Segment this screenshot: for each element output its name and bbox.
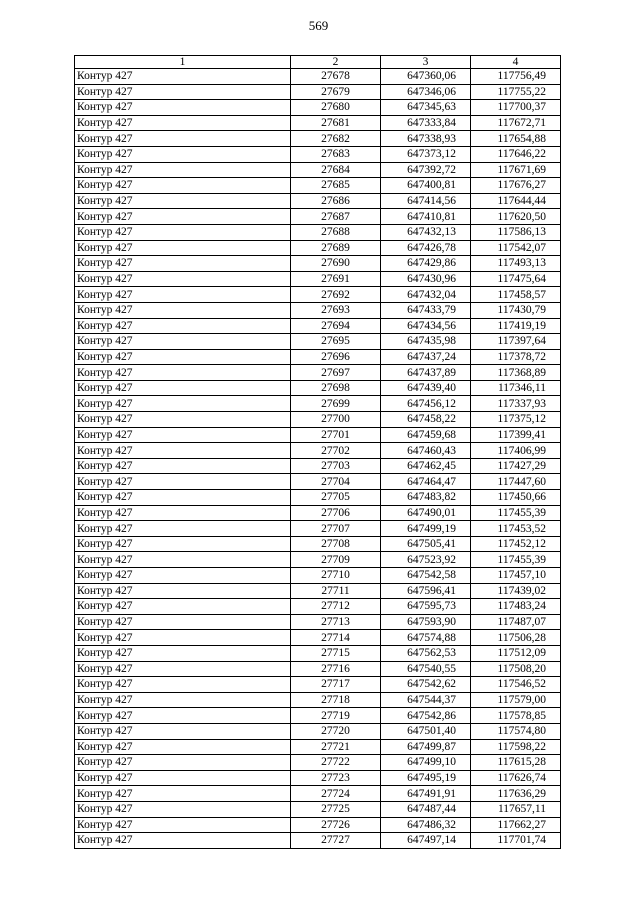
y-coordinate-cell: 117636,29 [471,786,561,802]
point-number-cell: 27696 [291,349,381,365]
x-coordinate-cell: 647523,92 [381,552,471,568]
contour-name-cell: Контур 427 [75,224,291,240]
x-coordinate-cell: 647432,04 [381,287,471,303]
x-coordinate-cell: 647499,19 [381,521,471,537]
table-row [75,677,561,693]
y-coordinate-cell: 117512,09 [471,645,561,661]
x-coordinate-cell: 647464,47 [381,474,471,490]
table-row [75,505,561,521]
point-number-cell: 27692 [291,287,381,303]
point-number-cell: 27684 [291,162,381,178]
coordinates-table [74,55,561,849]
contour-name-cell: Контур 427 [75,380,291,396]
table-row [75,162,561,178]
y-coordinate-cell: 117447,60 [471,474,561,490]
y-coordinate-cell: 117644,44 [471,193,561,209]
contour-name-cell: Контур 427 [75,490,291,506]
contour-name-cell: Контур 427 [75,302,291,318]
table-row [75,801,561,817]
point-number-cell: 27726 [291,817,381,833]
contour-name-cell: Контур 427 [75,271,291,287]
contour-name-cell: Контур 427 [75,739,291,755]
table-row [75,412,561,428]
contour-name-cell: Контур 427 [75,552,291,568]
point-number-cell: 27722 [291,755,381,771]
x-coordinate-cell: 647542,86 [381,708,471,724]
table-row [75,817,561,833]
x-coordinate-cell: 647495,19 [381,770,471,786]
x-coordinate-cell: 647346,06 [381,84,471,100]
y-coordinate-cell: 117701,74 [471,833,561,849]
y-coordinate-cell: 117475,64 [471,271,561,287]
table-row [75,599,561,615]
point-number-cell: 27681 [291,115,381,131]
x-coordinate-cell: 647497,14 [381,833,471,849]
point-number-cell: 27705 [291,490,381,506]
y-coordinate-cell: 117700,37 [471,100,561,116]
contour-name-cell: Контур 427 [75,334,291,350]
y-coordinate-cell: 117397,64 [471,334,561,350]
contour-name-cell: Контур 427 [75,365,291,381]
header-row [75,56,561,69]
contour-name-cell: Контур 427 [75,162,291,178]
x-coordinate-cell: 647542,58 [381,568,471,584]
table-row [75,661,561,677]
point-number-cell: 27689 [291,240,381,256]
y-coordinate-cell: 117662,27 [471,817,561,833]
table-row [75,723,561,739]
x-coordinate-cell: 647483,82 [381,490,471,506]
table-row [75,287,561,303]
y-coordinate-cell: 117578,85 [471,708,561,724]
contour-name-cell: Контур 427 [75,396,291,412]
x-coordinate-cell: 647486,32 [381,817,471,833]
contour-name-cell: Контур 427 [75,146,291,162]
point-number-cell: 27718 [291,692,381,708]
contour-name-cell: Контур 427 [75,131,291,147]
contour-name-cell: Контур 427 [75,568,291,584]
table-row [75,443,561,459]
x-coordinate-cell: 647593,90 [381,614,471,630]
column-header-1: 1 [75,56,291,69]
table-row [75,458,561,474]
y-coordinate-cell: 117676,27 [471,178,561,194]
table-row [75,334,561,350]
point-number-cell: 27725 [291,801,381,817]
contour-name-cell: Контур 427 [75,115,291,131]
y-coordinate-cell: 117506,28 [471,630,561,646]
table-row [75,69,561,85]
table-row [75,302,561,318]
y-coordinate-cell: 117615,28 [471,755,561,771]
point-number-cell: 27709 [291,552,381,568]
point-number-cell: 27715 [291,645,381,661]
x-coordinate-cell: 647439,40 [381,380,471,396]
contour-name-cell: Контур 427 [75,599,291,615]
y-coordinate-cell: 117337,93 [471,396,561,412]
y-coordinate-cell: 117455,39 [471,552,561,568]
x-coordinate-cell: 647574,88 [381,630,471,646]
point-number-cell: 27727 [291,833,381,849]
point-number-cell: 27702 [291,443,381,459]
y-coordinate-cell: 117375,12 [471,412,561,428]
table-row [75,224,561,240]
point-number-cell: 27707 [291,521,381,537]
point-number-cell: 27698 [291,380,381,396]
x-coordinate-cell: 647490,01 [381,505,471,521]
table-row [75,490,561,506]
table-row [75,739,561,755]
table-row [75,100,561,116]
point-number-cell: 27712 [291,599,381,615]
contour-name-cell: Контур 427 [75,193,291,209]
table-row [75,115,561,131]
x-coordinate-cell: 647596,41 [381,583,471,599]
y-coordinate-cell: 117493,13 [471,256,561,272]
table-row [75,552,561,568]
contour-name-cell: Контур 427 [75,614,291,630]
contour-name-cell: Контур 427 [75,630,291,646]
point-number-cell: 27691 [291,271,381,287]
contour-name-cell: Контур 427 [75,84,291,100]
table-row [75,630,561,646]
contour-name-cell: Контур 427 [75,458,291,474]
table-body [75,69,561,849]
table-row [75,396,561,412]
point-number-cell: 27680 [291,100,381,116]
contour-name-cell: Контур 427 [75,474,291,490]
point-number-cell: 27678 [291,69,381,85]
x-coordinate-cell: 647432,13 [381,224,471,240]
y-coordinate-cell: 117483,24 [471,599,561,615]
contour-name-cell: Контур 427 [75,677,291,693]
point-number-cell: 27719 [291,708,381,724]
contour-name-cell: Контур 427 [75,536,291,552]
contour-name-cell: Контур 427 [75,817,291,833]
table-row [75,427,561,443]
x-coordinate-cell: 647433,79 [381,302,471,318]
y-coordinate-cell: 117508,20 [471,661,561,677]
contour-name-cell: Контур 427 [75,801,291,817]
y-coordinate-cell: 117672,71 [471,115,561,131]
point-number-cell: 27711 [291,583,381,599]
contour-name-cell: Контур 427 [75,786,291,802]
x-coordinate-cell: 647505,41 [381,536,471,552]
x-coordinate-cell: 647501,40 [381,723,471,739]
y-coordinate-cell: 117598,22 [471,739,561,755]
y-coordinate-cell: 117457,10 [471,568,561,584]
point-number-cell: 27720 [291,723,381,739]
contour-name-cell: Контур 427 [75,770,291,786]
table-row [75,568,561,584]
y-coordinate-cell: 117646,22 [471,146,561,162]
x-coordinate-cell: 647458,22 [381,412,471,428]
x-coordinate-cell: 647459,68 [381,427,471,443]
y-coordinate-cell: 117620,50 [471,209,561,225]
y-coordinate-cell: 117542,07 [471,240,561,256]
table-row [75,536,561,552]
point-number-cell: 27708 [291,536,381,552]
table-row [75,583,561,599]
y-coordinate-cell: 117455,39 [471,505,561,521]
point-number-cell: 27716 [291,661,381,677]
table-row [75,833,561,849]
x-coordinate-cell: 647430,96 [381,271,471,287]
x-coordinate-cell: 647414,56 [381,193,471,209]
point-number-cell: 27685 [291,178,381,194]
y-coordinate-cell: 117399,41 [471,427,561,443]
point-number-cell: 27700 [291,412,381,428]
x-coordinate-cell: 647437,24 [381,349,471,365]
table-row [75,240,561,256]
table-row [75,318,561,334]
contour-name-cell: Контур 427 [75,209,291,225]
table-row [75,474,561,490]
table-row [75,692,561,708]
x-coordinate-cell: 647392,72 [381,162,471,178]
table-row [75,755,561,771]
x-coordinate-cell: 647429,86 [381,256,471,272]
y-coordinate-cell: 117671,69 [471,162,561,178]
contour-name-cell: Контур 427 [75,645,291,661]
y-coordinate-cell: 117368,89 [471,365,561,381]
table-row [75,614,561,630]
table-row [75,708,561,724]
contour-name-cell: Контур 427 [75,412,291,428]
contour-name-cell: Контур 427 [75,349,291,365]
y-coordinate-cell: 117487,07 [471,614,561,630]
x-coordinate-cell: 647462,45 [381,458,471,474]
contour-name-cell: Контур 427 [75,755,291,771]
contour-name-cell: Контур 427 [75,723,291,739]
contour-name-cell: Контур 427 [75,692,291,708]
point-number-cell: 27710 [291,568,381,584]
x-coordinate-cell: 647542,62 [381,677,471,693]
y-coordinate-cell: 117406,99 [471,443,561,459]
y-coordinate-cell: 117626,74 [471,770,561,786]
y-coordinate-cell: 117453,52 [471,521,561,537]
y-coordinate-cell: 117378,72 [471,349,561,365]
x-coordinate-cell: 647400,81 [381,178,471,194]
point-number-cell: 27695 [291,334,381,350]
column-header-4: 4 [471,56,561,69]
table-row [75,271,561,287]
y-coordinate-cell: 117439,02 [471,583,561,599]
contour-name-cell: Контур 427 [75,833,291,849]
x-coordinate-cell: 647540,55 [381,661,471,677]
x-coordinate-cell: 647333,84 [381,115,471,131]
point-number-cell: 27688 [291,224,381,240]
y-coordinate-cell: 117657,11 [471,801,561,817]
x-coordinate-cell: 647426,78 [381,240,471,256]
contour-name-cell: Контур 427 [75,661,291,677]
contour-name-cell: Контур 427 [75,318,291,334]
contour-name-cell: Контур 427 [75,287,291,303]
point-number-cell: 27690 [291,256,381,272]
contour-name-cell: Контур 427 [75,240,291,256]
point-number-cell: 27706 [291,505,381,521]
point-number-cell: 27693 [291,302,381,318]
y-coordinate-cell: 117450,66 [471,490,561,506]
table-row [75,193,561,209]
table-row [75,131,561,147]
y-coordinate-cell: 117654,88 [471,131,561,147]
point-number-cell: 27686 [291,193,381,209]
table-row [75,178,561,194]
x-coordinate-cell: 647437,89 [381,365,471,381]
point-number-cell: 27697 [291,365,381,381]
contour-name-cell: Контур 427 [75,427,291,443]
y-coordinate-cell: 117430,79 [471,302,561,318]
y-coordinate-cell: 117586,13 [471,224,561,240]
x-coordinate-cell: 647338,93 [381,131,471,147]
point-number-cell: 27704 [291,474,381,490]
y-coordinate-cell: 117574,80 [471,723,561,739]
table-row [75,770,561,786]
column-header-2: 2 [291,56,381,69]
point-number-cell: 27682 [291,131,381,147]
x-coordinate-cell: 647595,73 [381,599,471,615]
contour-name-cell: Контур 427 [75,443,291,459]
column-header-3: 3 [381,56,471,69]
point-number-cell: 27714 [291,630,381,646]
x-coordinate-cell: 647373,12 [381,146,471,162]
y-coordinate-cell: 117755,22 [471,84,561,100]
point-number-cell: 27721 [291,739,381,755]
y-coordinate-cell: 117579,00 [471,692,561,708]
point-number-cell: 27713 [291,614,381,630]
x-coordinate-cell: 647345,63 [381,100,471,116]
page-number: 569 [308,18,329,33]
table-row [75,786,561,802]
table-row [75,146,561,162]
table-row [75,256,561,272]
x-coordinate-cell: 647491,91 [381,786,471,802]
y-coordinate-cell: 117427,29 [471,458,561,474]
table-row [75,521,561,537]
y-coordinate-cell: 117346,11 [471,380,561,396]
point-number-cell: 27717 [291,677,381,693]
contour-name-cell: Контур 427 [75,256,291,272]
table-row [75,349,561,365]
x-coordinate-cell: 647456,12 [381,396,471,412]
point-number-cell: 27723 [291,770,381,786]
x-coordinate-cell: 647499,10 [381,755,471,771]
x-coordinate-cell: 647460,43 [381,443,471,459]
y-coordinate-cell: 117452,12 [471,536,561,552]
point-number-cell: 27699 [291,396,381,412]
point-number-cell: 27683 [291,146,381,162]
y-coordinate-cell: 117546,52 [471,677,561,693]
x-coordinate-cell: 647410,81 [381,209,471,225]
point-number-cell: 27679 [291,84,381,100]
point-number-cell: 27701 [291,427,381,443]
contour-name-cell: Контур 427 [75,708,291,724]
table-row [75,209,561,225]
table-row [75,380,561,396]
contour-name-cell: Контур 427 [75,100,291,116]
contour-name-cell: Контур 427 [75,178,291,194]
contour-name-cell: Контур 427 [75,521,291,537]
contour-name-cell: Контур 427 [75,69,291,85]
table-row [75,645,561,661]
table-row [75,365,561,381]
contour-name-cell: Контур 427 [75,505,291,521]
x-coordinate-cell: 647499,87 [381,739,471,755]
y-coordinate-cell: 117756,49 [471,69,561,85]
contour-name-cell: Контур 427 [75,583,291,599]
x-coordinate-cell: 647562,53 [381,645,471,661]
y-coordinate-cell: 117458,57 [471,287,561,303]
table-row [75,84,561,100]
point-number-cell: 27724 [291,786,381,802]
y-coordinate-cell: 117419,19 [471,318,561,334]
x-coordinate-cell: 647487,44 [381,801,471,817]
x-coordinate-cell: 647544,37 [381,692,471,708]
point-number-cell: 27687 [291,209,381,225]
x-coordinate-cell: 647360,06 [381,69,471,85]
x-coordinate-cell: 647434,56 [381,318,471,334]
table-header [75,56,561,69]
point-number-cell: 27694 [291,318,381,334]
point-number-cell: 27703 [291,458,381,474]
x-coordinate-cell: 647435,98 [381,334,471,350]
